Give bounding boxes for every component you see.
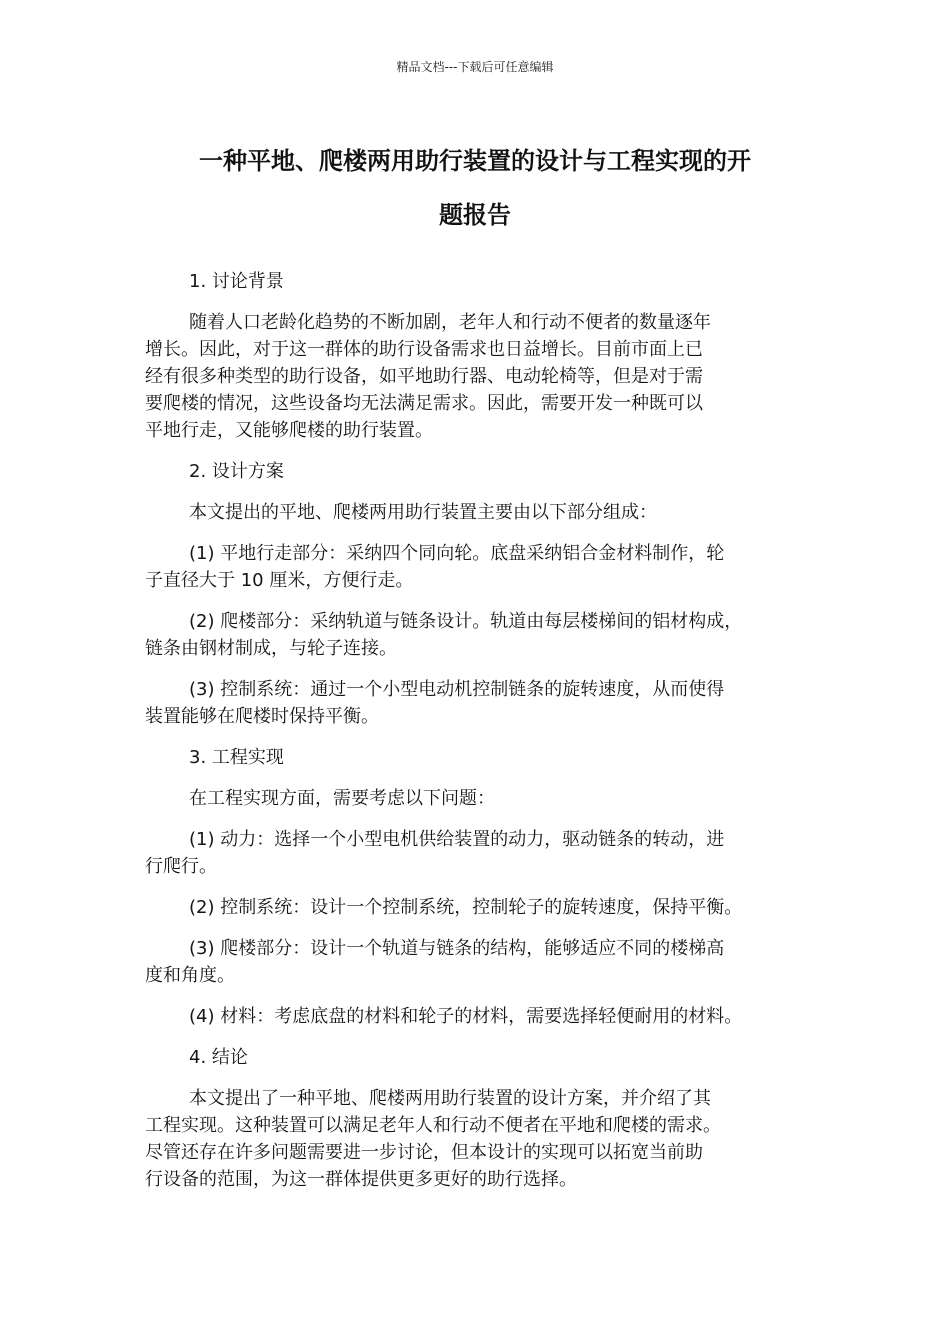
design-item-control-system: (3) 控制系统：通过一个小型电动机控制链条的旋转速度，从而使得 装置能够在爬楼时保持平衡。: [145, 679, 725, 727]
section-heading-conclusion: 4. 结论: [189, 1047, 248, 1068]
engineering-item-control: (2) 控制系统：设计一个控制系统，控制轮子的旋转速度，保持平衡。: [189, 897, 743, 918]
engineering-item-climbing: (3) 爬楼部分：设计一个轨道与链条的结构，能够适应不同的楼梯高 度和角度。: [145, 938, 725, 986]
document-body: [145, 268, 825, 1207]
section-heading-background: 1. 讨论背景: [189, 271, 284, 292]
document-title: [100, 134, 850, 242]
design-item-stair-climbing: (2) 爬楼部分：采纳轨道与链条设计。轨道由每层楼梯间的铝材构成， 链条由钢材制成，与轮子连接。: [145, 611, 743, 659]
section-heading-design: 2. 设计方案: [189, 461, 284, 482]
section-heading-engineering: 3. 工程实现: [189, 747, 284, 768]
document-title-text: 一种平地、爬楼两用助行装置的设计与工程实现的开 题报告: [199, 147, 751, 229]
conclusion-paragraph: 本文提出了一种平地、爬楼两用助行装置的设计方案，并介绍了其 工程实现。这种装置可以满足老年人和行动不便者在平地和爬楼的需求。 尽管还存在许多问题需要进一步讨论，但本设计的实现可以拓宽当前助 行设备的范围，为这一群体提供更多更好的助行选择。: [145, 1088, 721, 1190]
design-item-flat-walking: (1) 平地行走部分：采纳四个同向轮。底盘采纳铝合金材料制作，轮 子直径大于 10 厘米，方便行走。: [145, 543, 725, 591]
engineering-item-materials: (4) 材料：考虑底盘的材料和轮子的材料，需要选择轻便耐用的材料。: [189, 1006, 743, 1027]
engineering-item-power: (1) 动力：选择一个小型电机供给装置的动力，驱动链条的转动，进 行爬行。: [145, 829, 725, 877]
engineering-intro-paragraph: 在工程实现方面，需要考虑以下问题：: [189, 788, 495, 809]
design-intro-paragraph: 本文提出的平地、爬楼两用助行装置主要由以下部分组成：: [189, 502, 657, 523]
page-header: 精品文档---下载后可任意编辑: [396, 60, 554, 74]
background-paragraph: 随着人口老龄化趋势的不断加剧，老年人和行动不便者的数量逐年 增长。因此，对于这一群体的助行设备需求也日益增长。目前市面上已 经有很多种类型的助行设备，如平地助行器、电动轮椅等，但是对于需 要爬楼的情况，这些设备均无法满足需求。因此，需要开发一种既可以 平地行走，又能够爬楼的助行装置。: [145, 312, 711, 441]
